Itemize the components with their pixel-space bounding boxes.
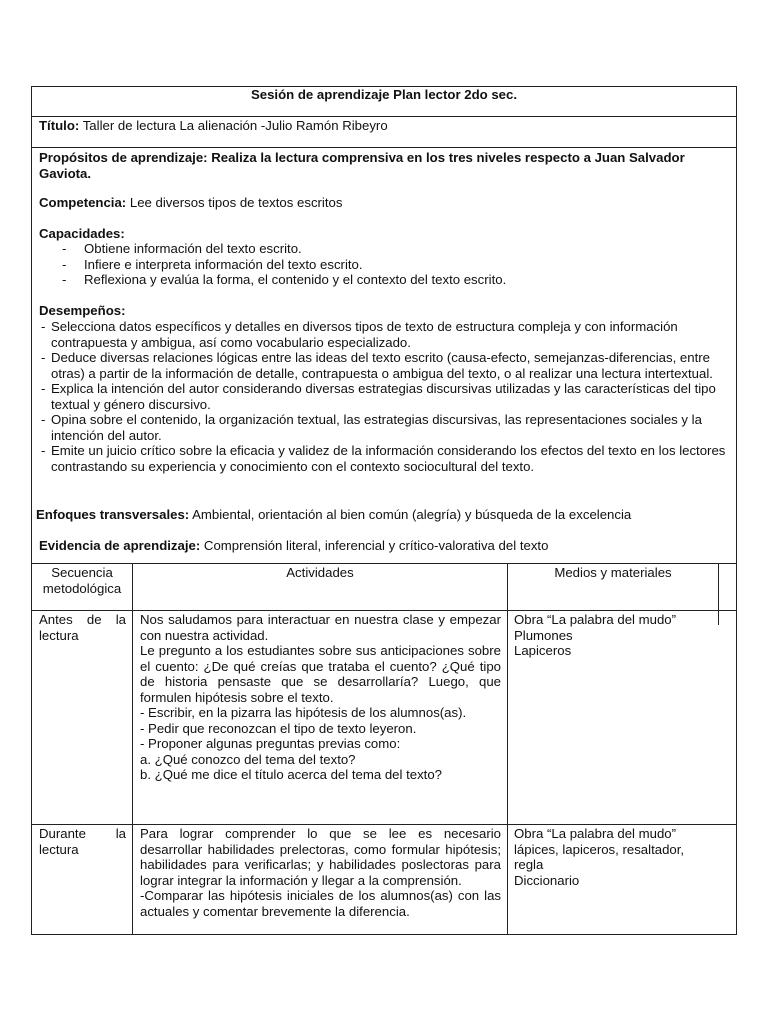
material-item: Obra “La palabra del mudo” bbox=[514, 826, 677, 841]
material-item: Obra “La palabra del mudo” bbox=[514, 612, 677, 627]
divider bbox=[31, 563, 737, 564]
titulo-label: Título: bbox=[39, 118, 80, 133]
activity-line: - Proponer algunas preguntas previas como: bbox=[140, 736, 401, 751]
list-item: - Infiere e interpreta información del texto escrito. bbox=[62, 256, 363, 272]
row1-medios bbox=[514, 612, 714, 659]
evidencia-line bbox=[39, 538, 729, 554]
header-actividades: Actividades bbox=[286, 565, 354, 580]
desempenos-label: Desempeños: bbox=[39, 303, 126, 318]
row2-actividades bbox=[140, 826, 501, 919]
activity-line: Le pregunto a los estudiantes sobre sus anticipaciones sobre el cuento: ¿De qué creías que trataba el cuento? ¿Qué tipo de historia pensaste que se desarrollaría? Luego, que formulen hipótesis sobre el texto. bbox=[140, 643, 501, 705]
material-item: Diccionario bbox=[514, 872, 580, 888]
list-item: - Obtiene información del texto escrito. bbox=[62, 241, 302, 256]
activity-line: a. ¿Qué conozco del tema del texto? bbox=[140, 751, 356, 767]
row1-secuencia: Antes de la lectura bbox=[39, 612, 126, 643]
competencia-label: Competencia: bbox=[39, 195, 127, 210]
session-title: Sesión de aprendizaje Plan lector 2do sec. bbox=[250, 87, 518, 102]
header-secuencia: Secuencia metodológica bbox=[42, 565, 122, 596]
enfoques-value: Ambiental, orientación al bien común (alegría) y búsqueda de la excelencia bbox=[192, 507, 632, 522]
material-item: lápices, lapiceros, resaltador, regla bbox=[514, 841, 685, 872]
capacidades-label: Capacidades: bbox=[39, 226, 125, 241]
row2-secuencia: Durante la lectura bbox=[39, 826, 126, 857]
enfoques-label: Enfoques transversales: bbox=[36, 507, 190, 522]
propositos bbox=[39, 150, 699, 181]
activity-line: Para lograr comprender lo que se lee es necesario desarrollar habilidades prelectoras, como formular hipótesis; habilidades para verificarlas; y habilidades poslectoras para lograr integrar la información y llegar a la comprensión. bbox=[140, 826, 501, 888]
activity-line: - Escribir, en la pizarra las hipótesis de los alumnos(as). bbox=[140, 705, 467, 720]
activity-line: - Pedir que reconozcan el tipo de texto leyeron. bbox=[140, 720, 417, 736]
evidencia-value: Comprensión literal, inferencial y crítico-valorativa del texto bbox=[203, 538, 549, 553]
material-item: Plumones bbox=[514, 627, 573, 643]
divider bbox=[31, 147, 737, 148]
propositos-label: Propósitos de aprendizaje: bbox=[39, 150, 208, 165]
row1-actividades bbox=[140, 612, 501, 783]
row2-medios bbox=[514, 826, 714, 888]
divider bbox=[718, 610, 719, 625]
list-item: - Emite un juicio crítico sobre la eficacia y validez de la información considerando los efectos del texto en los lectores contrastando su experiencia y conocimiento con el contexto sociocultural del texto. bbox=[41, 443, 726, 474]
titulo-line bbox=[39, 118, 729, 134]
divider bbox=[718, 563, 719, 611]
list-item: - Deduce diversas relaciones lógicas entre las ideas del texto escrito (causa-efecto, semejanzas-diferencias, entre otras) a partir de la información de detalle, contrapuesta o ambigua del texto, o al realizar una lectura intertextual. bbox=[41, 350, 713, 381]
material-item: Lapiceros bbox=[514, 643, 572, 658]
capacidades-list bbox=[62, 241, 722, 288]
divider bbox=[507, 563, 508, 935]
list-item: - Opina sobre el contenido, la organización textual, las estrategias discursivas, las representaciones sociales y la intención del autor. bbox=[41, 412, 702, 443]
desempenos-list bbox=[41, 319, 729, 474]
titulo-value: Taller de lectura La alienación -Julio Ramón Ribeyro bbox=[82, 118, 388, 133]
divider bbox=[132, 563, 133, 935]
header-medios: Medios y materiales bbox=[554, 565, 672, 580]
competencia-value: Lee diversos tipos de textos escritos bbox=[129, 195, 343, 210]
activity-line: b. ¿Qué me dice el título acerca del tema del texto? bbox=[140, 767, 443, 782]
activity-line: -Comparar las hipótesis iniciales de los alumnos(as) con las actuales y comentar brevemente la diferencia. bbox=[140, 888, 501, 919]
competencia-line bbox=[39, 195, 729, 211]
list-item: - Selecciona datos específicos y detalles en diversos tipos de texto de estructura compleja y con información contrapuesta y ambigua, así como vocabulario especializado. bbox=[41, 319, 678, 350]
divider bbox=[31, 116, 737, 117]
propositos-value: Realiza la lectura comprensiva en los tres niveles respecto a Juan Salvador Gaviota. bbox=[39, 150, 685, 181]
activity-line: Nos saludamos para interactuar en nuestra clase y empezar con nuestra actividad. bbox=[140, 612, 501, 643]
divider bbox=[31, 610, 737, 611]
evidencia-label: Evidencia de aprendizaje: bbox=[39, 538, 201, 553]
list-item: - Explica la intención del autor considerando diversas estrategias discursivas utilizadas y las características del tipo textual y género discursivo. bbox=[41, 381, 716, 412]
list-item: - Reflexiona y evalúa la forma, el contenido y el contexto del texto escrito. bbox=[62, 272, 507, 287]
enfoques-line bbox=[36, 507, 731, 523]
divider bbox=[31, 824, 737, 825]
